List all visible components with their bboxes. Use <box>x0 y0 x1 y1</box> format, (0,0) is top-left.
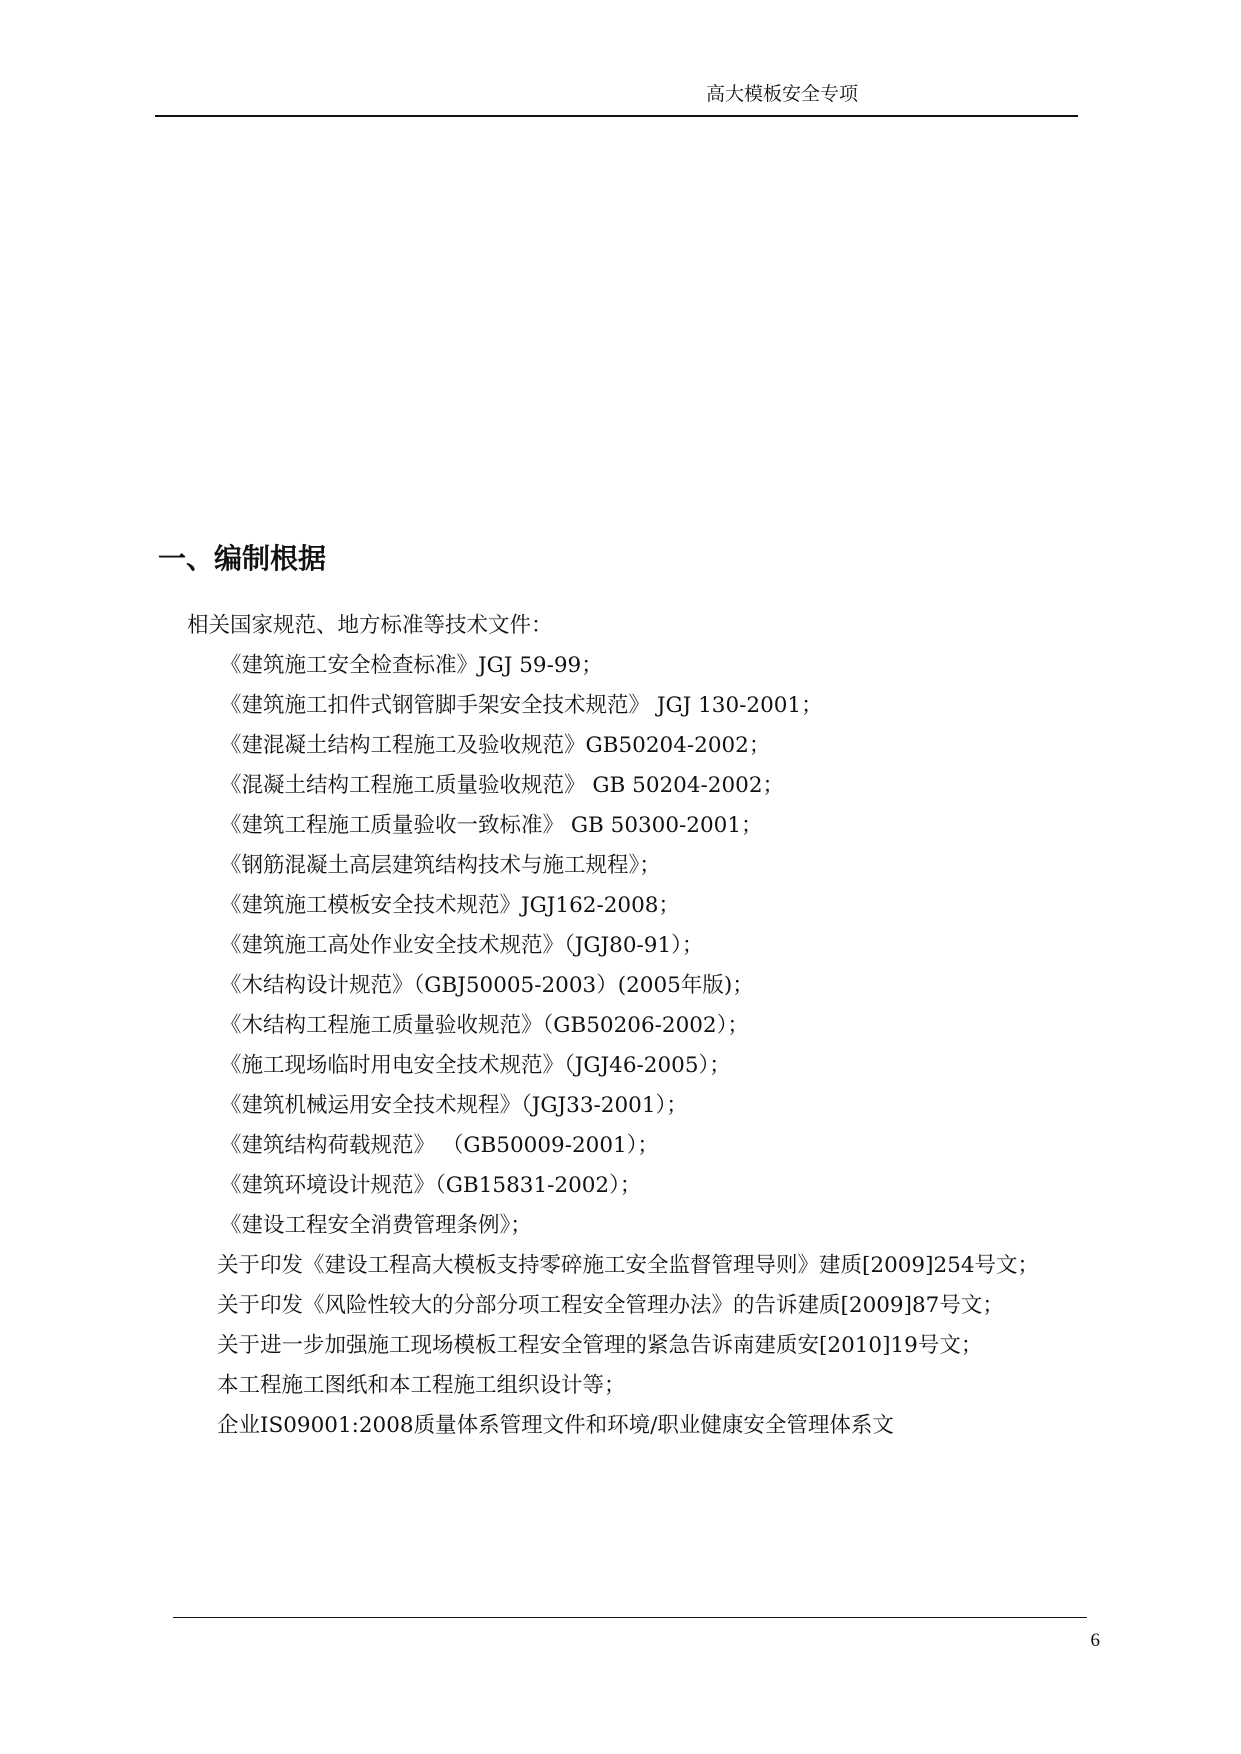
standard-item: 《建混凝土结构工程施工及验收规范》GB50204-2002； <box>220 733 771 758</box>
intro-line: 相关国家规范、地方标准等技术文件： <box>187 613 553 638</box>
regulation-paragraph: 关于进一步加强施工现场模板工程安全管理的紧急告诉南建质安[2010]19号文； <box>217 1333 983 1358</box>
document-body <box>187 606 1077 1446</box>
standards-list <box>187 646 1077 1246</box>
running-header-title: 高大模板安全专项 <box>705 83 858 105</box>
standard-item: 《建筑结构荷载规范》 （GB50009-2001）； <box>220 1133 659 1158</box>
standard-item: 《建筑施工扣件式钢管脚手架安全技术规范》 JGJ 130-2001； <box>220 693 823 718</box>
regulation-paragraph: 关于印发《建设工程高大模板支持零碎施工安全监督管理导则》建质[2009]254号文； <box>217 1253 1040 1278</box>
standard-item: 《建筑机械运用安全技术规程》（JGJ33-2001）； <box>220 1093 688 1118</box>
standard-item: 《木结构工程施工质量验收规范》（GB50206-2002）； <box>220 1013 749 1038</box>
regulation-paragraph: 关于印发《风险性较大的分部分项工程安全管理办法》的告诉建质[2009]87号文； <box>217 1293 1004 1318</box>
standard-item: 《建筑施工安全检查标准》JGJ 59-99； <box>220 653 603 678</box>
header-divider <box>155 115 1078 117</box>
iso-line: 企业IS09001:2008质量体系管理文件和环境/职业健康安全管理体系文 <box>217 1413 894 1438</box>
footer-divider <box>173 1617 1087 1618</box>
standard-item: 《建筑施工高处作业安全技术规范》（JGJ80-91）； <box>220 933 704 958</box>
standard-item: 《建设工程安全消费管理条例》； <box>220 1213 532 1238</box>
page-number: 6 <box>1090 1630 1100 1651</box>
standard-item: 《建筑工程施工质量验收一致标准》 GB 50300-2001； <box>220 813 763 838</box>
standard-item: 《钢筋混凝土高层建筑结构技术与施工规程》； <box>220 853 661 878</box>
standard-item: 《混凝土结构工程施工质量验收规范》 GB 50204-2002； <box>220 773 785 798</box>
drawings-line: 本工程施工图纸和本工程施工组织设计等； <box>217 1373 626 1398</box>
standard-item: 《建筑施工模板安全技术规范》JGJ162-2008； <box>220 893 680 918</box>
standard-item: 《木结构设计规范》（GBJ50005-2003）(2005年版)； <box>220 973 754 998</box>
standard-item: 《建筑环境设计规范》（GB15831-2002）； <box>220 1173 642 1198</box>
standard-item: 《施工现场临时用电安全技术规范》（JGJ46-2005）； <box>220 1053 731 1078</box>
section-heading: 一、编制根据 <box>158 542 327 575</box>
